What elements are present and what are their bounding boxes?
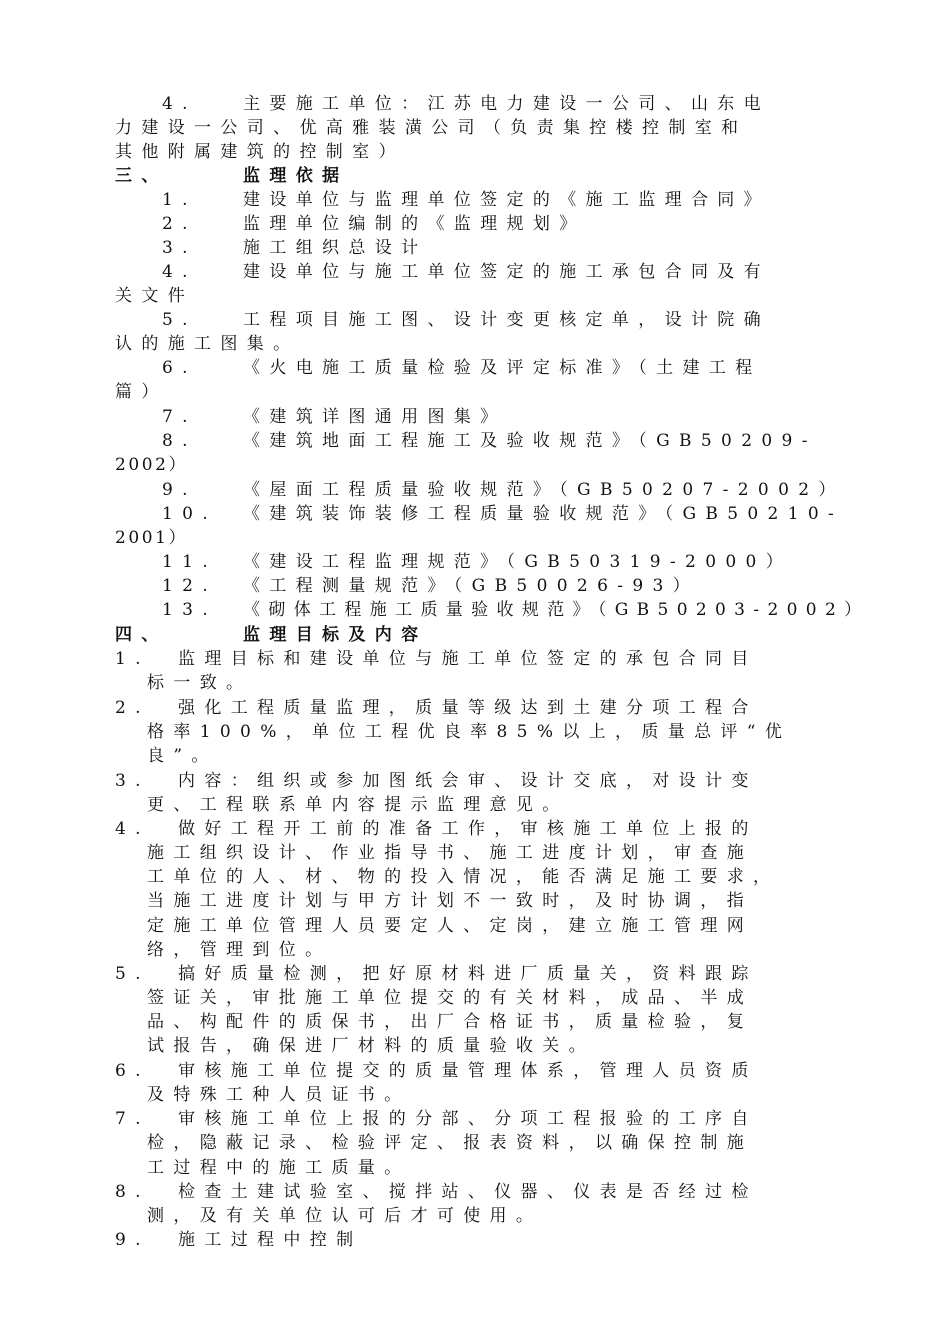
list-item — [0, 574, 950, 598]
item-text: 检查土建试验室、搅拌站、仪器、仪表是否经过检 — [178, 1182, 758, 1202]
list-item — [0, 405, 950, 429]
list-item — [0, 429, 950, 453]
section-title: 监理目标及内容 — [243, 625, 428, 645]
item-text: 标一致。 — [147, 673, 253, 693]
item-number: 8. — [115, 1182, 150, 1202]
item-text: 格率100%，单位工程优良率85%以上，质量总评“优 — [147, 722, 792, 742]
item-text: 当施工进度计划与甲方计划不一致时，及时协调，指 — [147, 891, 754, 911]
item-text: 建设单位与监理单位签定的《施工监理合同》 — [243, 190, 770, 210]
item-continuation — [0, 116, 950, 140]
item-continuation — [0, 889, 950, 913]
item-number: 6. — [162, 358, 197, 378]
item-number: 13. — [162, 600, 218, 620]
list-item — [0, 962, 950, 986]
item-number: 5. — [162, 310, 197, 330]
item-text: 强化工程质量监理，质量等级达到土建分项工程合 — [178, 698, 758, 718]
item-number: 4. — [162, 262, 197, 282]
item-number: 1. — [162, 190, 197, 210]
item-text: 《建设工程监理规范》（GB50319-2000） — [243, 552, 793, 572]
list-item — [0, 188, 950, 212]
item-text: 认的施工图集。 — [115, 334, 300, 354]
item-continuation — [0, 453, 950, 477]
item-text: 更、工程联系单内容提示监理意见。 — [147, 795, 569, 815]
item-continuation — [0, 1083, 950, 1107]
item-number: 5. — [115, 964, 150, 984]
item-number: 4. — [115, 819, 150, 839]
item-text: 试报告，确保进厂材料的质量验收关。 — [147, 1036, 595, 1056]
list-item — [0, 478, 950, 502]
item-number: 9. — [115, 1230, 150, 1250]
item-text: 2002） — [115, 455, 189, 475]
list-item — [0, 1228, 950, 1252]
item-number: 2. — [162, 214, 197, 234]
item-text: 建设单位与施工单位签定的施工承包合同及有 — [243, 262, 770, 282]
item-text: 其他附属建筑的控制室） — [115, 142, 405, 162]
list-item — [0, 550, 950, 574]
item-number: 4. — [162, 94, 197, 114]
item-continuation — [0, 332, 950, 356]
item-text: 《建筑装饰装修工程质量验收规范》（GB50210- — [243, 504, 844, 524]
item-text: 《建筑详图通用图集》 — [243, 407, 507, 427]
list-item — [0, 1107, 950, 1131]
item-number: 8. — [162, 431, 197, 451]
item-text: 《工程测量规范》（GB50026-93） — [243, 576, 700, 596]
item-text: 签证关，审批施工单位提交的有关材料，成品、半成 — [147, 988, 754, 1008]
list-item — [0, 696, 950, 720]
item-continuation — [0, 744, 950, 768]
list-item — [0, 356, 950, 380]
item-continuation — [0, 1131, 950, 1155]
item-text: 内容：组织或参加图纸会审、设计交底，对设计变 — [178, 771, 758, 791]
list-item — [0, 236, 950, 260]
item-continuation — [0, 671, 950, 695]
item-line — [0, 92, 950, 116]
section-heading — [0, 164, 950, 188]
item-text: 检，隐蔽记录、检验评定、报表资料，以确保控制施 — [147, 1133, 754, 1153]
item-continuation — [0, 986, 950, 1010]
item-number: 11. — [162, 552, 218, 572]
list-item — [0, 212, 950, 236]
item-text: 主要施工单位：江苏电力建设一公司、山东电 — [243, 94, 770, 114]
item-text: 《屋面工程质量验收规范》（GB50207-2002） — [243, 480, 845, 500]
item-text: 关文件 — [115, 286, 195, 306]
item-number: 10. — [162, 504, 218, 524]
item-continuation — [0, 526, 950, 550]
item-continuation — [0, 284, 950, 308]
item-continuation — [0, 720, 950, 744]
item-text: 力建设一公司、优高雅装潢公司（负责集控楼控制室和 — [115, 118, 748, 138]
list-item — [0, 502, 950, 526]
item-number: 6. — [115, 1061, 150, 1081]
section-number: 三、 — [115, 166, 168, 186]
item-number: 7. — [162, 407, 197, 427]
item-number: 3. — [115, 771, 150, 791]
item-continuation — [0, 380, 950, 404]
item-text: 定施工单位管理人员要定人、定岗，建立施工管理网 — [147, 916, 754, 936]
item-continuation — [0, 1204, 950, 1228]
item-number: 12. — [162, 576, 218, 596]
item-text: 篇） — [115, 382, 168, 402]
item-text: 监理目标和建设单位与施工单位签定的承包合同目 — [178, 649, 758, 669]
item-text: 工单位的人、材、物的投入情况，能否满足施工要求， — [147, 867, 780, 887]
item-text: 络，管理到位。 — [147, 940, 332, 960]
section-heading — [0, 623, 950, 647]
item-number: 9. — [162, 480, 197, 500]
item-number: 2. — [115, 698, 150, 718]
item-text: 《建筑地面工程施工及验收规范》（GB50209- — [243, 431, 817, 451]
list-item — [0, 817, 950, 841]
item-text: 及特殊工种人员证书。 — [147, 1085, 411, 1105]
item-text: 工过程中的施工质量。 — [147, 1158, 411, 1178]
item-number: 1. — [115, 649, 150, 669]
item-continuation — [0, 1010, 950, 1034]
item-text: 搞好质量检测，把好原材料进厂质量关，资料跟踪 — [178, 964, 758, 984]
item-text: 做好工程开工前的准备工作，审核施工单位上报的 — [178, 819, 758, 839]
item-continuation — [0, 793, 950, 817]
list-item — [0, 308, 950, 332]
item-continuation — [0, 938, 950, 962]
item-text: 施工组织总设计 — [243, 238, 428, 258]
item-text: 监理单位编制的《监理规划》 — [243, 214, 586, 234]
item-text: 施工组织设计、作业指导书、施工进度计划，审查施 — [147, 843, 754, 863]
item-continuation — [0, 914, 950, 938]
section-number: 四、 — [115, 625, 168, 645]
item-text: 良”。 — [147, 746, 218, 766]
list-item — [0, 769, 950, 793]
item-text: 审核施工单位提交的质量管理体系，管理人员资质 — [178, 1061, 758, 1081]
item-text: 工程项目施工图、设计变更核定单，设计院确 — [243, 310, 770, 330]
item-continuation — [0, 140, 950, 164]
item-number: 7. — [115, 1109, 150, 1129]
section-title: 监理依据 — [243, 166, 349, 186]
item-text: 品、构配件的质保书，出厂合格证书，质量检验，复 — [147, 1012, 754, 1032]
list-item — [0, 1059, 950, 1083]
item-continuation — [0, 1034, 950, 1058]
item-continuation — [0, 841, 950, 865]
item-text: 审核施工单位上报的分部、分项工程报验的工序自 — [178, 1109, 758, 1129]
list-item — [0, 598, 950, 622]
item-text: 测，及有关单位认可后才可使用。 — [147, 1206, 543, 1226]
list-item — [0, 260, 950, 284]
item-text: 《火电施工质量检验及评定标准》（土建工程 — [243, 358, 762, 378]
item-text: 施工过程中控制 — [178, 1230, 363, 1250]
list-item — [0, 647, 950, 671]
list-item — [0, 1180, 950, 1204]
item-text: 2001） — [115, 528, 189, 548]
item-continuation — [0, 865, 950, 889]
item-text: 《砌体工程施工质量验收规范》（GB50203-2002） — [243, 600, 870, 620]
item-number: 3. — [162, 238, 197, 258]
item-continuation — [0, 1156, 950, 1180]
